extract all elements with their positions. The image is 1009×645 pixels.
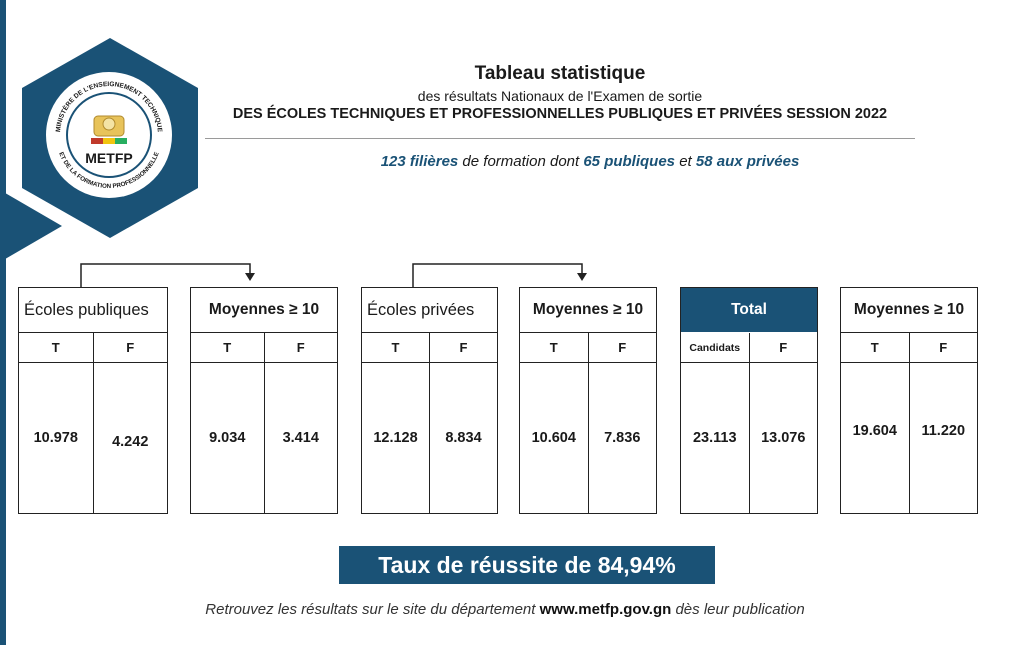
col-candidats: Candidats [689, 341, 741, 354]
col-f: F [264, 333, 338, 362]
value-t: 10.978 [33, 430, 78, 446]
value-f: 11.220 [909, 363, 978, 513]
page-title: Tableau statistique [474, 63, 646, 84]
table-ecoles-privees [361, 287, 498, 514]
table-moyennes-privees [519, 287, 657, 514]
filieres-count: 123 filières [380, 153, 459, 170]
table-header: Moyennes ≥ 10 [520, 288, 656, 333]
value-f: 13.076 [749, 363, 818, 513]
metfp-emblem-icon [44, 70, 174, 200]
left-accent-bar [0, 0, 6, 645]
arrow-connector-privees [410, 262, 590, 288]
value-f: 8.834 [429, 363, 497, 513]
table-moyennes-publiques [190, 287, 338, 514]
col-t: T [51, 340, 60, 355]
arrow-connector-publiques [78, 262, 258, 288]
table-header: Écoles publiques [19, 288, 167, 333]
value-t: 10.604 [531, 430, 576, 446]
col-f: F [588, 333, 657, 362]
col-t: T [549, 340, 558, 355]
header-divider [205, 138, 915, 139]
table-moyennes-total [840, 287, 978, 514]
col-f: F [749, 333, 818, 362]
table-header: Écoles privées [362, 288, 497, 333]
metfp-logo [44, 70, 174, 200]
svg-text:MINISTÈRE DE L'ENSEIGNEMENT TE: MINISTÈRE DE L'ENSEIGNEMENT TECHNIQUE [55, 80, 163, 133]
svg-text:ET DE LA FORMATION PROFESSIONN: ET DE LA FORMATION PROFESSIONNELLE [57, 151, 161, 191]
table-total [680, 287, 818, 514]
success-rate-banner: Taux de réussite de 84,94% [339, 546, 715, 584]
value-f: 3.414 [264, 363, 338, 513]
value-candidats: 23.113 [692, 430, 737, 446]
col-f: F [93, 333, 168, 362]
value-t: 12.128 [373, 430, 418, 446]
col-f: F [909, 333, 978, 362]
footer-text2: dès leur publication [671, 601, 805, 618]
table-header: Moyennes ≥ 10 [191, 288, 337, 333]
page-heading: DES ÉCOLES TECHNIQUES ET PROFESSIONNELLES PUBLIQUES ET PRIVÉES SESSION 2022 [232, 106, 888, 122]
value-t: 9.034 [209, 430, 246, 446]
filieres-text2: et [675, 153, 696, 170]
value-t: 19.604 [852, 423, 897, 439]
value-f: 4.242 [93, 363, 168, 513]
page-subtitle: des résultats Nationaux de l'Examen de sortie [417, 88, 703, 104]
filieres-text1: de formation dont [458, 153, 584, 170]
table-header: Moyennes ≥ 10 [841, 288, 977, 333]
privees-count: 58 aux privées [695, 153, 800, 170]
value-f: 7.836 [588, 363, 657, 513]
table-header: Total [681, 288, 817, 333]
col-t: T [223, 340, 232, 355]
logo-abbr: METFP [85, 150, 133, 166]
table-ecoles-publiques [18, 287, 168, 514]
col-t: T [391, 340, 400, 355]
publiques-count: 65 publiques [583, 153, 676, 170]
col-t: T [870, 340, 879, 355]
footer-note [80, 601, 930, 618]
filieres-summary [250, 153, 930, 170]
footer-text1: Retrouvez les résultats sur le site du département [205, 601, 540, 618]
col-f: F [429, 333, 497, 362]
footer-url: www.metfp.gov.gn [539, 601, 672, 618]
